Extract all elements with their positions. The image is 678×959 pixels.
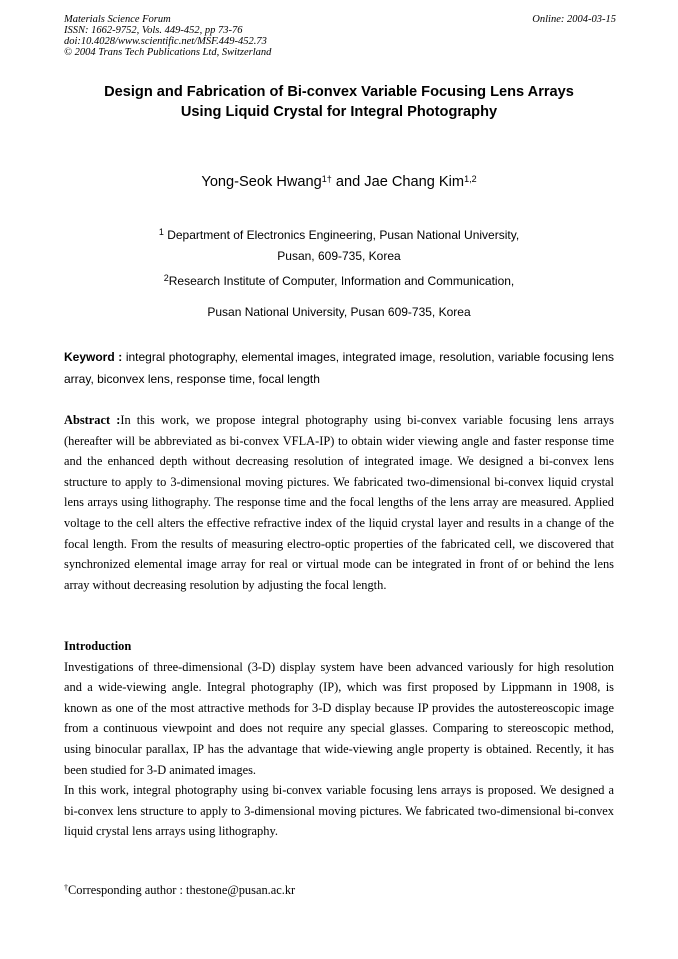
footnote-text: Corresponding author : thestone@pusan.ac.kr [68, 883, 296, 897]
footnote-mark: † [64, 883, 68, 892]
author-2-mark: 1,2 [464, 174, 477, 184]
abstract-text: In this work, we propose integral photography using bi-convex variable focusing lens arrays (hereafter will be abbreviated as bi-convex VFLA-IP) to obtain wider viewing angle and faster response time and the enhanced depth without decreasing resolution of integrated image. We designed a bi-convex lens structure to apply to 3-dimensional moving pictures. We fabricated two-dimensional bi-convex liquid crystal lens arrays using lithography. The response time and the focal lengths of the lens array are measured. Applied voltage to the cell alters the effective refractive index of the liquid crystal layer and results in a change of the focal length. From the results of measuring electro-optic properties of the fabricated cell, we discovered that synchronized elemental image array for real or virtual mode can be integrated in front of or behind the lens array without decreasing resolution by adjusting the focal length. [64, 413, 614, 592]
issn-line: ISSN: 1662-9752, Vols. 449-452, pp 73-76 [64, 25, 243, 36]
introduction-heading: Introduction [64, 639, 132, 653]
affiliation-2-line-2: Pusan National University, Pusan 609-735, Korea [207, 305, 471, 319]
paper-title [40, 82, 638, 122]
keywords-text: integral photography, elemental images, integrated image, resolution, variable focusing lens array, biconvex lens, response time, focal length [64, 350, 614, 386]
introduction-paragraph-1: Investigations of three-dimensional (3-D) display system have been advanced variously for high resolution and a wide-viewing angle. Integral photography (IP), which was first proposed by Lippmann in 1908, is known as one of the most attractive methods for 3-D display because IP provides the autostereoscopic image from a continuous viewpoint and does not require any special glasses. Comparing to stereoscopic method, using binocular parallax, IP has the advantage that wide-viewing angle property is obtained. Recently, it has been studied for 3-D animated images. [64, 659, 614, 777]
affiliation-1-line-2: Pusan, 609-735, Korea [277, 249, 401, 263]
abstract-block [64, 410, 614, 595]
author-line [40, 172, 638, 192]
journal-name: Materials Science Forum [64, 14, 171, 25]
abstract-label: Abstract : [64, 413, 121, 427]
affiliation-2-line-1 [40, 274, 638, 288]
affiliation-2-mark: 2 [163, 273, 169, 283]
author-conjunction: and [335, 174, 361, 190]
affiliation-1-line-1 [40, 228, 638, 242]
title-line-2: Using Liquid Crystal for Integral Photography [180, 104, 498, 120]
corresponding-author-footnote [64, 882, 295, 898]
affiliation-2-text: Research Institute of Computer, Information and Communication, [168, 274, 515, 288]
keywords-label: Keyword : [64, 350, 123, 364]
introduction-paragraph-2: In this work, integral photography using bi-convex variable focusing lens arrays is proposed. We designed a bi-convex lens structure to apply to 3-dimensional moving pictures. We fabricated two-dimensional bi-convex liquid crystal lens arrays using lithography. [64, 783, 614, 839]
affiliation-1-mark: 1 [158, 227, 164, 237]
author-2: Jae Chang Kim [364, 174, 465, 190]
affiliation-1-text: Department of Electronics Engineering, Pusan National University, [167, 228, 520, 242]
author-1: Yong-Seok Hwang [201, 174, 322, 190]
title-line-1: Design and Fabrication of Bi-convex Variable Focusing Lens Arrays [104, 84, 574, 100]
copyright-line: © 2004 Trans Tech Publications Ltd, Switzerland [64, 47, 272, 58]
doi-line: doi:10.4028/www.scientific.net/MSF.449-452.73 [64, 36, 267, 47]
online-date: Online: 2004-03-15 [532, 14, 616, 25]
introduction-section [64, 636, 614, 842]
journal-header [64, 14, 616, 58]
keywords-block [64, 347, 614, 390]
author-1-mark: 1† [321, 174, 332, 184]
